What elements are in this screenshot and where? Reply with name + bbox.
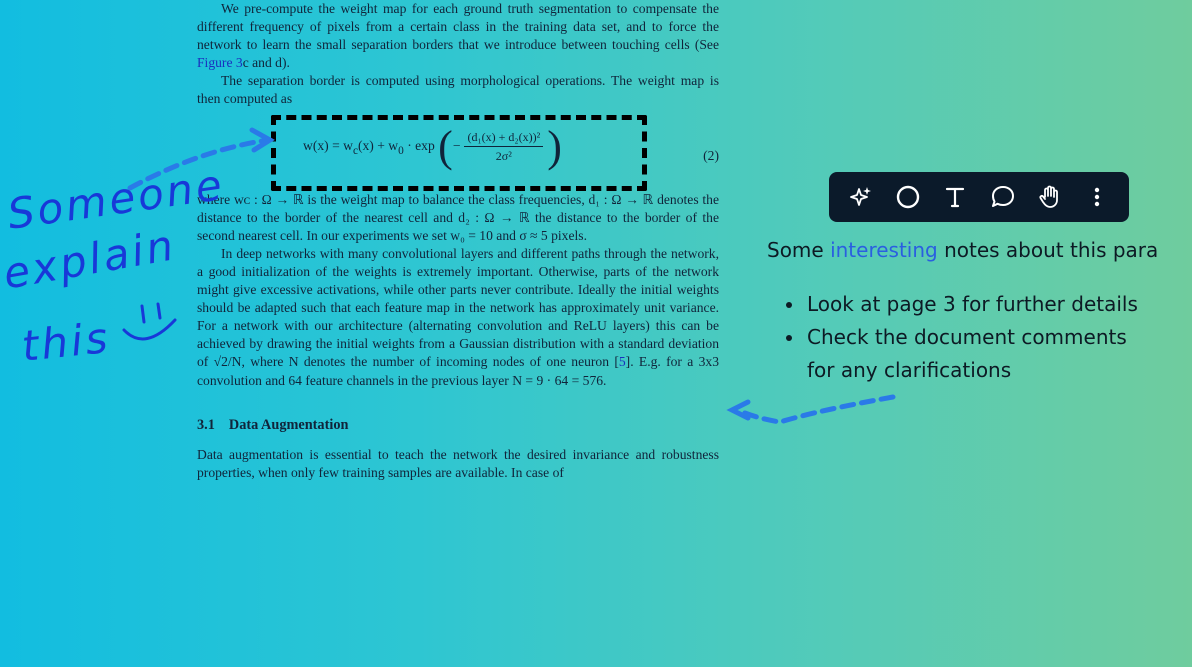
sparkle-icon	[849, 185, 873, 209]
arrow-to-paragraph-head	[732, 402, 748, 418]
notes-panel[interactable]	[767, 236, 1187, 387]
sparkle-button[interactable]	[844, 180, 878, 214]
notes-title: Some interesting notes about this para	[767, 238, 1159, 262]
list-item: • Check the document comments for any clarifications	[805, 321, 1137, 387]
smiley-eye-left	[142, 306, 144, 322]
section-title: Data Augmentation	[228, 416, 349, 433]
text-icon	[943, 185, 967, 209]
paragraph-weight-map: We pre-compute the weight map for each ground truth segmentation to compensate the different frequency of pixels from a certain class in the training data set, and to force the network to learn the small separation borders that we introduce between touching cells (See Figure 3c and d).	[197, 1, 719, 71]
handwriting-line-3: this	[19, 312, 113, 371]
paragraph-data-augmentation: Data augmentation is essential to teach the network the desired invariance and robustness properties, when only few training samples are available. In case of	[197, 446, 719, 480]
paragraph-initialization: In deep networks with many convolutional layers and different paths through the network, a good initialization of the weights is extremely important. Otherwise, parts of the network might give excessive activations, while other parts never contribute. Ideally the initial weights should be adapted such that each feature map in the network has approximately unit variance. For a network with our architecture (alternating convolution and ReLU layers) this can be achieved by drawing the initial weights from a Gaussian distribution with a standard deviation of √2/N, where N denotes the number of incoming nodes of one neuron [5]. E.g. for a 3x3 convolution and 64 feature channels in the previous layer N = 9 · 64 = 576.	[197, 245, 719, 388]
list-item: • Look at page 3 for further details	[805, 288, 1187, 321]
comment-tool-button[interactable]	[986, 180, 1020, 214]
arrow-to-paragraph	[738, 397, 893, 422]
smiley-mouth	[124, 320, 175, 339]
handwriting-line-1: Someone	[4, 159, 228, 239]
equation-2	[197, 109, 719, 191]
text-tool-button[interactable]	[938, 180, 972, 214]
equation-formula: $w(x) = w_c(x) + w_0 \cdot \exp$ (− $\frac{\text{(d₁(x) + d₂(x))²}}{\text{2σ²}}$ )	[303, 121, 562, 171]
circle-icon	[895, 184, 921, 210]
figure-link[interactable]: Figure 3	[197, 55, 243, 71]
hand-icon	[1037, 184, 1063, 210]
paragraph-separation-border: The separation border is computed using morphological operations. The weight map is then computed as	[197, 73, 719, 107]
paragraph-where: where wᴄ : Ω → ℝ is the weight map to balance the class frequencies, d₁ : Ω → ℝ denotes the distance to the border of the nearest cell and d₂ : Ω → ℝ the distance to the border of the second nearest cell. In our experiments we set w₀ = 10 and σ ≈ 5 pixels.	[197, 191, 719, 243]
section-number: 3.1	[197, 416, 215, 433]
smiley-eye-right	[158, 304, 160, 318]
more-options-button[interactable]	[1080, 180, 1114, 214]
circle-tool-button[interactable]	[891, 180, 925, 214]
paper-page	[197, 0, 719, 482]
section-heading	[197, 416, 719, 434]
hand-tool-button[interactable]	[1033, 180, 1067, 214]
annotation-toolbar	[829, 172, 1129, 222]
equation-fraction: $\frac{\text{(d₁(x) + d₂(x))²}}{\text{2σ²}}$	[464, 128, 543, 165]
notes-list	[767, 288, 1187, 387]
equation-number: (2)	[703, 147, 719, 163]
more-icon	[1093, 185, 1101, 209]
citation-link[interactable]: 5	[618, 354, 626, 370]
notes-title-highlight: interesting	[830, 238, 938, 262]
comment-icon	[990, 184, 1016, 210]
handwriting-line-2: explain	[0, 220, 180, 299]
